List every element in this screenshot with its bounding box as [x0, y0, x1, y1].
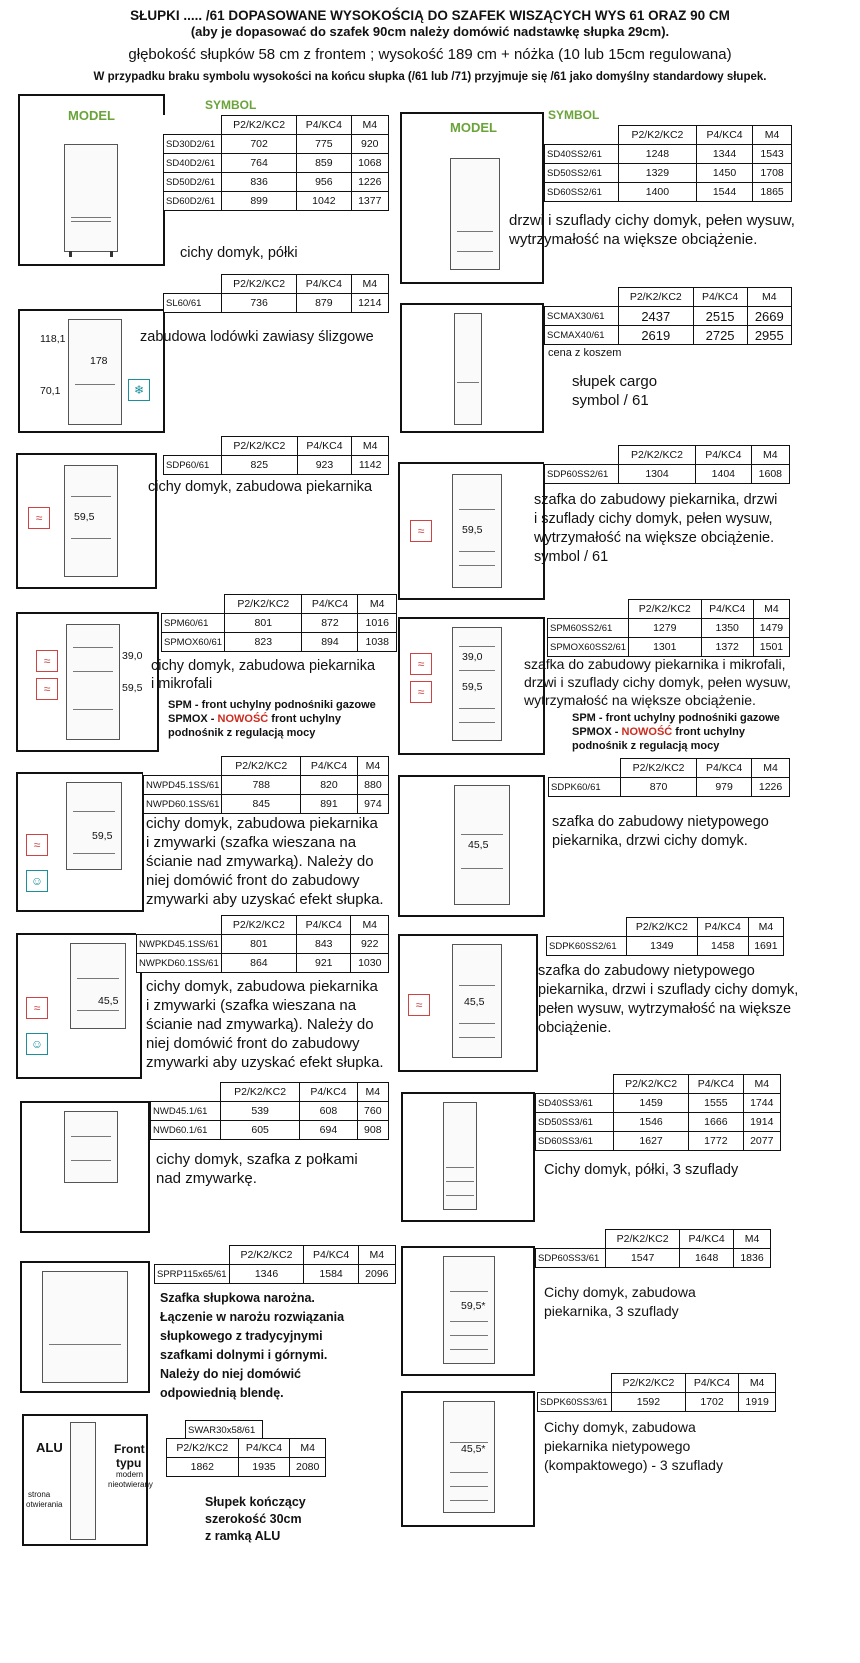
table-row: NWPKD45.1SS/61 801 843 922 — [137, 935, 389, 954]
description: szafka do zabudowy nietypowego piekarnika, drzwi i szuflady cichy domyk, pełen wysuw, wytrzymałość na większe obciążenie. — [538, 963, 799, 1036]
cabinet-drawing — [450, 158, 500, 270]
dimension-label: 45,5 — [468, 839, 489, 851]
table-row: SDPK60/61 870 979 1226 — [549, 778, 790, 797]
col-header: P2/K2/KC2 — [621, 759, 697, 778]
table-row: SD60SS2/61 1400 1544 1865 — [545, 183, 792, 202]
symbol-label: SYMBOL — [205, 98, 257, 112]
description: i mikrofali — [151, 676, 213, 692]
col-header: M4 — [358, 595, 397, 614]
col-header: P4/KC4 — [689, 1075, 743, 1094]
description: drzwi i szuflady cichy domyk, pełen wysuw, wytrzymałość na większe obciążenie. — [509, 212, 795, 248]
oven-icon: ≈ — [26, 997, 48, 1019]
product-image-nwd — [20, 1101, 150, 1233]
product-image-scmax — [400, 303, 544, 433]
dimension-label: 39,0 — [462, 651, 483, 663]
header-line2: (aby je dopasować do szafek 90cm należy domówić nadstawkę słupka 29cm). — [190, 24, 670, 39]
col-header: P4/KC4 — [695, 446, 751, 465]
description: cichy domyk, półki — [180, 245, 298, 261]
description: cichy domyk, zabudowa piekarnika — [151, 658, 376, 674]
oven-icon: ≈ — [408, 994, 430, 1016]
description: Cichy domyk, zabudowa piekarnika, 3 szuflady — [544, 1284, 696, 1319]
otwierania-label: otwierania — [26, 1500, 63, 1509]
cabinet-drawing — [443, 1102, 477, 1210]
table-row: SD50D2/61 836 956 1226 — [164, 173, 389, 192]
oven-icon: ≈ — [410, 653, 432, 675]
dimension-label: 178 — [90, 355, 108, 367]
description: Cichy domyk, półki, 3 szuflady — [544, 1162, 739, 1178]
col-header: P4/KC4 — [696, 126, 752, 145]
col-header: M4 — [748, 918, 783, 937]
product-image-spm — [16, 612, 159, 752]
dimension-label: 59,5 — [74, 511, 95, 523]
header-line1: SŁUPKI ..... /61 DOPASOWANE WYSOKOŚCIĄ DO SZAFEK WISZĄCYCH WYS 61 ORAZ 90 CM — [130, 8, 730, 23]
col-header: P2/K2/KC2 — [222, 757, 301, 776]
price-table-left-3 — [163, 436, 389, 475]
product-image-nwpd — [16, 772, 144, 912]
cabinet-drawing — [70, 1422, 96, 1540]
cabinet-drawing — [454, 313, 482, 425]
dishwasher-icon: ☺ — [26, 1033, 48, 1055]
col-header: P4/KC4 — [697, 918, 748, 937]
description: zabudowa lodówki zawiasy ślizgowe — [140, 329, 374, 345]
price-table-left-1 — [163, 115, 389, 211]
note: SPMOX - NOWOŚĆ front uchylny — [168, 713, 341, 725]
product-image-sdpk-ss2 — [398, 934, 538, 1072]
col-header: P4/KC4 — [302, 595, 358, 614]
col-header: M4 — [352, 437, 389, 456]
price-table-left-5 — [143, 756, 389, 814]
cabinet-drawing — [66, 624, 120, 740]
table-row: NWD60.1/61 605 694 908 — [151, 1121, 389, 1140]
table-row: NWPKD60.1SS/61 864 921 1030 — [137, 954, 389, 973]
table-row: SD40SS2/61 1248 1344 1543 — [545, 145, 792, 164]
cabinet-drawing — [66, 782, 122, 870]
product-image-sd-ss2 — [400, 112, 544, 284]
price-table-right-3 — [544, 445, 790, 484]
model-label: MODEL — [450, 120, 497, 135]
dimension-label: 59,5 — [122, 682, 143, 694]
note: podnośnik z regulacją mocy — [572, 740, 720, 752]
price-table-left-8 — [154, 1245, 396, 1284]
oven-icon: ≈ — [28, 507, 50, 529]
col-header: P2/K2/KC2 — [612, 1374, 686, 1393]
product-image-sdp-ss2 — [398, 462, 545, 600]
front-label: Front — [114, 1442, 145, 1456]
col-header: M4 — [351, 916, 389, 935]
col-header: M4 — [753, 126, 792, 145]
col-header: M4 — [753, 600, 789, 619]
microwave-icon: ≈ — [36, 678, 58, 700]
col-header: P2/K2/KC2 — [222, 116, 297, 135]
table-row: NWD45.1/61 539 608 760 — [151, 1102, 389, 1121]
description: słupek cargo symbol / 61 — [572, 373, 658, 409]
price-table-right-4 — [547, 599, 790, 657]
dimension-label: 45,5 — [464, 996, 485, 1008]
price-table-right-1 — [544, 125, 792, 202]
dimension-label: 59,5 — [92, 830, 113, 842]
header-line3: głębokość słupków 58 cm z frontem ; wysokość 189 cm + nóżka (10 lub 15cm regulowana) — [128, 46, 732, 63]
table-row: SD50SS2/61 1329 1450 1708 — [545, 164, 792, 183]
symbol-label: SYMBOL — [548, 108, 600, 122]
description: Cichy domyk, zabudowa piekarnika nietypowego (kompaktowego) - 3 szuflady — [544, 1419, 723, 1473]
modern-label: modern — [116, 1470, 144, 1479]
description: szafka do zabudowy nietypowego piekarnika, drzwi cichy domyk. — [552, 814, 769, 849]
table-row: SPRP115x65/61 1346 1584 2096 — [155, 1265, 396, 1284]
price-table-right-2 — [544, 287, 792, 345]
col-header: P2/K2/KC2 — [629, 600, 701, 619]
dishwasher-icon: ☺ — [26, 870, 48, 892]
table-row: SPM60SS2/61 1279 1350 1479 — [548, 619, 790, 638]
oven-icon: ≈ — [26, 834, 48, 856]
product-image-sd-ss3 — [401, 1092, 535, 1222]
description: Szafka słupkowa narożna. Łączenie w narożu rozwiązania słupkowego z tradycyjnymi szafkami dolnymi i górnymi. Należy do niej domówić odpowiednią blendę. — [160, 1291, 345, 1400]
product-image-sdpk-ss3 — [401, 1391, 535, 1527]
col-header: P4/KC4 — [297, 275, 351, 294]
cabinet-drawing — [68, 319, 122, 425]
cabinet-drawing — [42, 1271, 128, 1383]
dimension-label: 118,1 — [40, 333, 66, 345]
col-header: P2/K2/KC2 — [619, 126, 697, 145]
model-label: MODEL — [68, 108, 115, 123]
table-row: SCMAX40/61 2619 2725 2955 — [545, 326, 792, 345]
col-header: M4 — [290, 1439, 326, 1458]
col-header: P2/K2/KC2 — [221, 916, 296, 935]
table-row: SD60D2/61 899 1042 1377 — [164, 192, 389, 211]
table-row: SDPK60SS2/61 1349 1458 1691 — [547, 937, 784, 956]
table-row: SD50SS3/61 1546 1666 1914 — [536, 1113, 781, 1132]
description: cichy domyk, zabudowa piekarnika — [148, 479, 373, 495]
table-row: SD30D2/61 702 775 920 — [164, 135, 389, 154]
col-header: P2/K2/KC2 — [221, 1083, 300, 1102]
dimension-label: 45,5* — [461, 1443, 486, 1455]
table-row: SDP60SS3/61 1547 1648 1836 — [536, 1249, 771, 1268]
product-image-sdpk — [398, 775, 545, 917]
microwave-icon: ≈ — [410, 681, 432, 703]
dimension-label: 70,1 — [40, 385, 61, 397]
table-row: SPMOX60/61 823 894 1038 — [162, 633, 397, 652]
col-header: P2/K2/KC2 — [222, 437, 298, 456]
note: SPM - front uchylny podnośniki gazowe — [168, 699, 376, 711]
price-table-right-6 — [546, 917, 784, 956]
col-header: M4 — [739, 1374, 776, 1393]
dimension-label: 59,5* — [461, 1300, 486, 1312]
col-header: P2/K2/KC2 — [167, 1439, 239, 1458]
table-row: SD40D2/61 764 859 1068 — [164, 154, 389, 173]
note: podnośnik z regulacją mocy — [168, 727, 316, 739]
price-table-left-6 — [136, 915, 389, 973]
strona-label: strona — [28, 1490, 51, 1499]
product-image-nwpkd — [16, 933, 142, 1079]
col-header: P2/K2/KC2 — [222, 275, 297, 294]
col-header: M4 — [351, 116, 388, 135]
product-image-spm-ss2 — [398, 617, 545, 755]
price-table-left-4 — [161, 594, 397, 652]
table-row: SD40SS3/61 1459 1555 1744 — [536, 1094, 781, 1113]
dimension-label: 59,5 — [462, 681, 483, 693]
col-header: P4/KC4 — [685, 1374, 738, 1393]
cabinet-drawing — [443, 1401, 495, 1513]
product-image-swar — [22, 1414, 153, 1546]
table-row: SL60/61 736 879 1214 — [164, 294, 389, 313]
price-table-left-7 — [150, 1082, 389, 1140]
price-table-right-5 — [548, 758, 790, 797]
dimension-label: 39,0 — [122, 650, 143, 662]
col-header: P4/KC4 — [697, 759, 752, 778]
oven-icon: ≈ — [36, 650, 58, 672]
table-row: SPM60/61 801 872 1016 — [162, 614, 397, 633]
col-header: P2/K2/KC2 — [614, 1075, 689, 1094]
product-image-sprp — [20, 1261, 150, 1393]
table-row: SD60SS3/61 1627 1772 2077 — [536, 1132, 781, 1151]
col-header: M4 — [351, 275, 388, 294]
col-header: M4 — [743, 1075, 780, 1094]
col-header: P2/K2/KC2 — [627, 918, 698, 937]
table-row: NWPD60.1SS/61 845 891 974 — [144, 795, 389, 814]
snowflake-icon: ❄ — [128, 379, 150, 401]
description: cichy domyk, zabudowa piekarnika i zmywarki (szafka wieszana na ścianie nad zmywarką). Należy do niej domówić front do zabudowy zmywarki aby uzyskać efekt słupka. — [146, 815, 384, 908]
cabinet-drawing — [70, 943, 126, 1029]
col-header: M4 — [747, 288, 791, 307]
col-header: P4/KC4 — [297, 116, 351, 135]
col-header: P4/KC4 — [680, 1230, 734, 1249]
description: cichy domyk, zabudowa piekarnika i zmywarki (szafka wieszana na ścianie nad zmywarką). Należy do niej domówić front do zabudowy zmywarki aby uzyskać efekt słupka. — [146, 978, 384, 1071]
col-header: M4 — [358, 1246, 395, 1265]
col-header: P2/K2/KC2 — [619, 446, 696, 465]
col-header: P4/KC4 — [238, 1439, 290, 1458]
col-header: P4/KC4 — [701, 600, 753, 619]
col-header: P4/KC4 — [297, 916, 351, 935]
price-table-left-2 — [163, 274, 389, 313]
cabinet-drawing — [64, 144, 118, 252]
col-header: P4/KC4 — [693, 288, 747, 307]
typu-label: typu — [116, 1456, 142, 1470]
product-image-sdp — [16, 453, 157, 589]
col-header: P2/K2/KC2 — [606, 1230, 680, 1249]
table-row: SWAR30x58/61 — [186, 1421, 263, 1440]
code-table-left-9 — [185, 1420, 263, 1440]
table-row: SPMOX60SS2/61 1301 1372 1501 — [548, 638, 790, 657]
note: cena z koszem — [548, 347, 622, 359]
header-line4: W przypadku braku symbolu wysokości na końcu słupka (/61 lub /71) przyjmuje się /61 jako domyślny standardowy słupek. — [93, 71, 767, 83]
col-header: P2/K2/KC2 — [229, 1246, 304, 1265]
price-table-right-9 — [537, 1373, 776, 1412]
dimension-label: 59,5 — [462, 524, 483, 536]
col-header: M4 — [734, 1230, 771, 1249]
table-row: NWPD45.1SS/61 788 820 880 — [144, 776, 389, 795]
col-header: M4 — [752, 759, 790, 778]
table-row: SDP60/61 825 923 1142 — [164, 456, 389, 475]
price-table-right-7 — [535, 1074, 781, 1151]
description: Słupek kończący szerokość 30cm z ramką ALU — [205, 1495, 306, 1543]
price-table-left-9 — [166, 1438, 326, 1477]
col-header: P4/KC4 — [304, 1246, 358, 1265]
description: cichy domyk, szafka z połkami nad zmywarkę. — [156, 1151, 358, 1187]
col-header: P4/KC4 — [301, 757, 358, 776]
col-header: P4/KC4 — [297, 437, 352, 456]
dimension-label: 45,5 — [98, 995, 119, 1007]
col-header: M4 — [751, 446, 789, 465]
description: szafka do zabudowy piekarnika i mikrofali, drzwi i szuflady cichy domyk, pełen wysuw, wytrzymałość na większe obciążenie. — [524, 656, 791, 708]
product-image-sd-d2 — [18, 94, 165, 266]
note: SPM - front uchylny podnośniki gazowe — [572, 712, 780, 724]
col-header: M4 — [357, 1083, 388, 1102]
product-image-sdp-ss3 — [401, 1246, 535, 1376]
table-row: 1862 1935 2080 — [167, 1458, 326, 1477]
alu-label: ALU — [36, 1440, 63, 1455]
table-row: SDP60SS2/61 1304 1404 1608 — [545, 465, 790, 484]
description: szafka do zabudowy piekarnika, drzwi i szuflady cichy domyk, pełen wysuw, wytrzymałość na większe obciążenie. symbol / 61 — [534, 492, 778, 565]
col-header: P4/KC4 — [300, 1083, 357, 1102]
price-table-right-8 — [535, 1229, 771, 1268]
cabinet-drawing — [64, 1111, 118, 1183]
col-header: P2/K2/KC2 — [225, 595, 302, 614]
note: SPMOX - NOWOŚĆ front uchylny — [572, 726, 745, 738]
table-row: SDPK60SS3/61 1592 1702 1919 — [538, 1393, 776, 1412]
nieotwierany-label: nieotwierany — [108, 1480, 153, 1489]
col-header: P2/K2/KC2 — [619, 288, 694, 307]
table-row: SCMAX30/61 2437 2515 2669 — [545, 307, 792, 326]
col-header: M4 — [357, 757, 388, 776]
oven-icon: ≈ — [410, 520, 432, 542]
